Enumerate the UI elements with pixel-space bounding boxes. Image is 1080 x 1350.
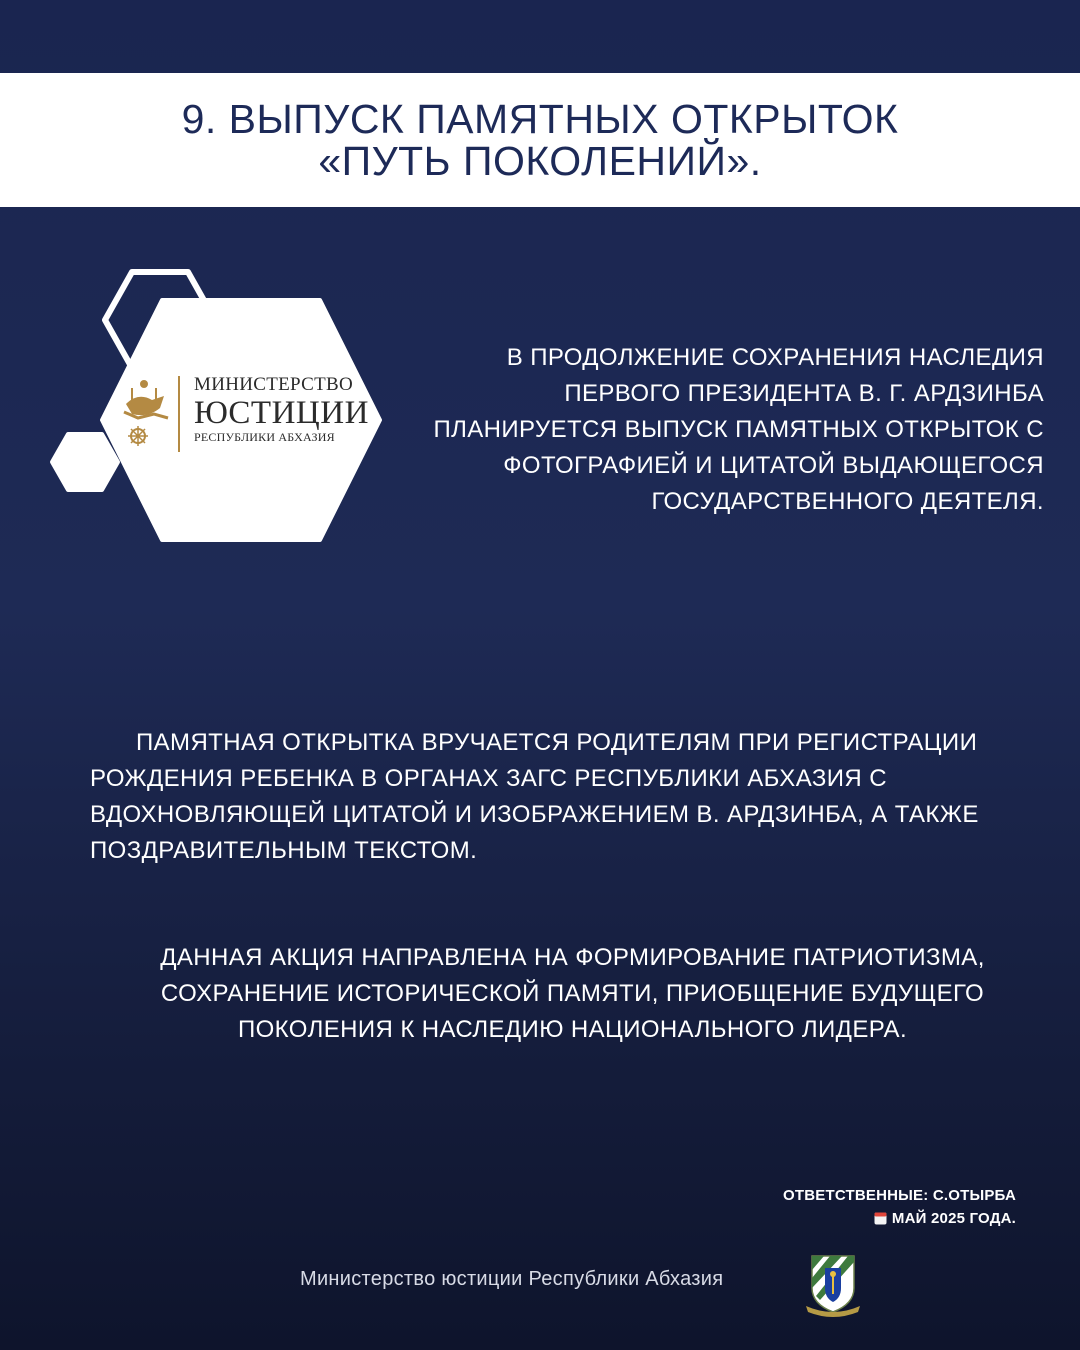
logo-line3: РЕСПУБЛИКИ АБХАЗИЯ [194, 430, 335, 444]
calendar-icon [874, 1211, 887, 1225]
logo-line1: МИНИСТЕРСТВО [194, 374, 354, 395]
logo-line2: ЮСТИЦИИ [194, 395, 369, 431]
paragraph-postcard: ПАМЯТНАЯ ОТКРЫТКА ВРУЧАЕТСЯ РОДИТЕЛЯМ ПРИ РЕГИСТРАЦИИ РОЖДЕНИЯ РЕБЕНКА В ОРГАНАХ ЗАГС РЕСПУБЛИКИ АБХАЗИЯ С ВДОХНОВЛЯЮЩЕЙ ЦИТАТОЙ И ИЗОБРАЖЕНИЕМ В. АРДЗИНБА, А ТАКЖЕ ПОЗДРАВИТЕЛЬНЫМ ТЕКСТОМ. [90, 729, 979, 864]
logo-divider [178, 376, 180, 452]
footer-org-name: Министерство юстиции Республики Абхазия [300, 1268, 724, 1290]
emblem-icon [800, 1252, 866, 1318]
title-band [0, 73, 1080, 207]
rider-emblem-icon [118, 374, 174, 456]
small-hexagon [52, 434, 118, 490]
logo-text [194, 374, 369, 445]
responsible-date-row [783, 1207, 1016, 1230]
responsible-person: ОТВЕТСТВЕННЫЕ: С.ОТЫРБА [783, 1187, 1016, 1204]
paragraph-purpose: ДАННАЯ АКЦИЯ НАПРАВЛЕНА НА ФОРМИРОВАНИЕ ПАТРИОТИЗМА, СОХРАНЕНИЕ ИСТОРИЧЕСКОЙ ПАМЯТИ, ПРИОБЩЕНИЕ БУДУЩЕГО ПОКОЛЕНИЯ К НАСЛЕДИЮ НАЦИОНАЛЬНОГО ЛИДЕРА. [160, 944, 985, 1043]
paragraph-heritage: В ПРОДОЛЖЕНИЕ СОХРАНЕНИЯ НАСЛЕДИЯ ПЕРВОГО ПРЕЗИДЕНТА В. Г. АРДЗИНБА ПЛАНИРУЕТСЯ ВЫПУСК ПАМЯТНЫХ ОТКРЫТОК С ФОТОГРАФИЕЙ И ЦИТАТОЙ ВЫДАЮЩЕГОСЯ ГОСУДАРСТВЕННОГО ДЕЯТЕЛЯ. [433, 344, 1044, 515]
page-title-line1: 9. ВЫПУСК ПАМЯТНЫХ ОТКРЫТОК [181, 96, 899, 142]
responsible-date: МАЙ 2025 ГОДА. [891, 1210, 1016, 1227]
responsible-block [783, 1184, 1016, 1230]
page-title-line2: «ПУТЬ ПОКОЛЕНИЙ». [318, 138, 762, 184]
ministry-logo [118, 370, 369, 460]
